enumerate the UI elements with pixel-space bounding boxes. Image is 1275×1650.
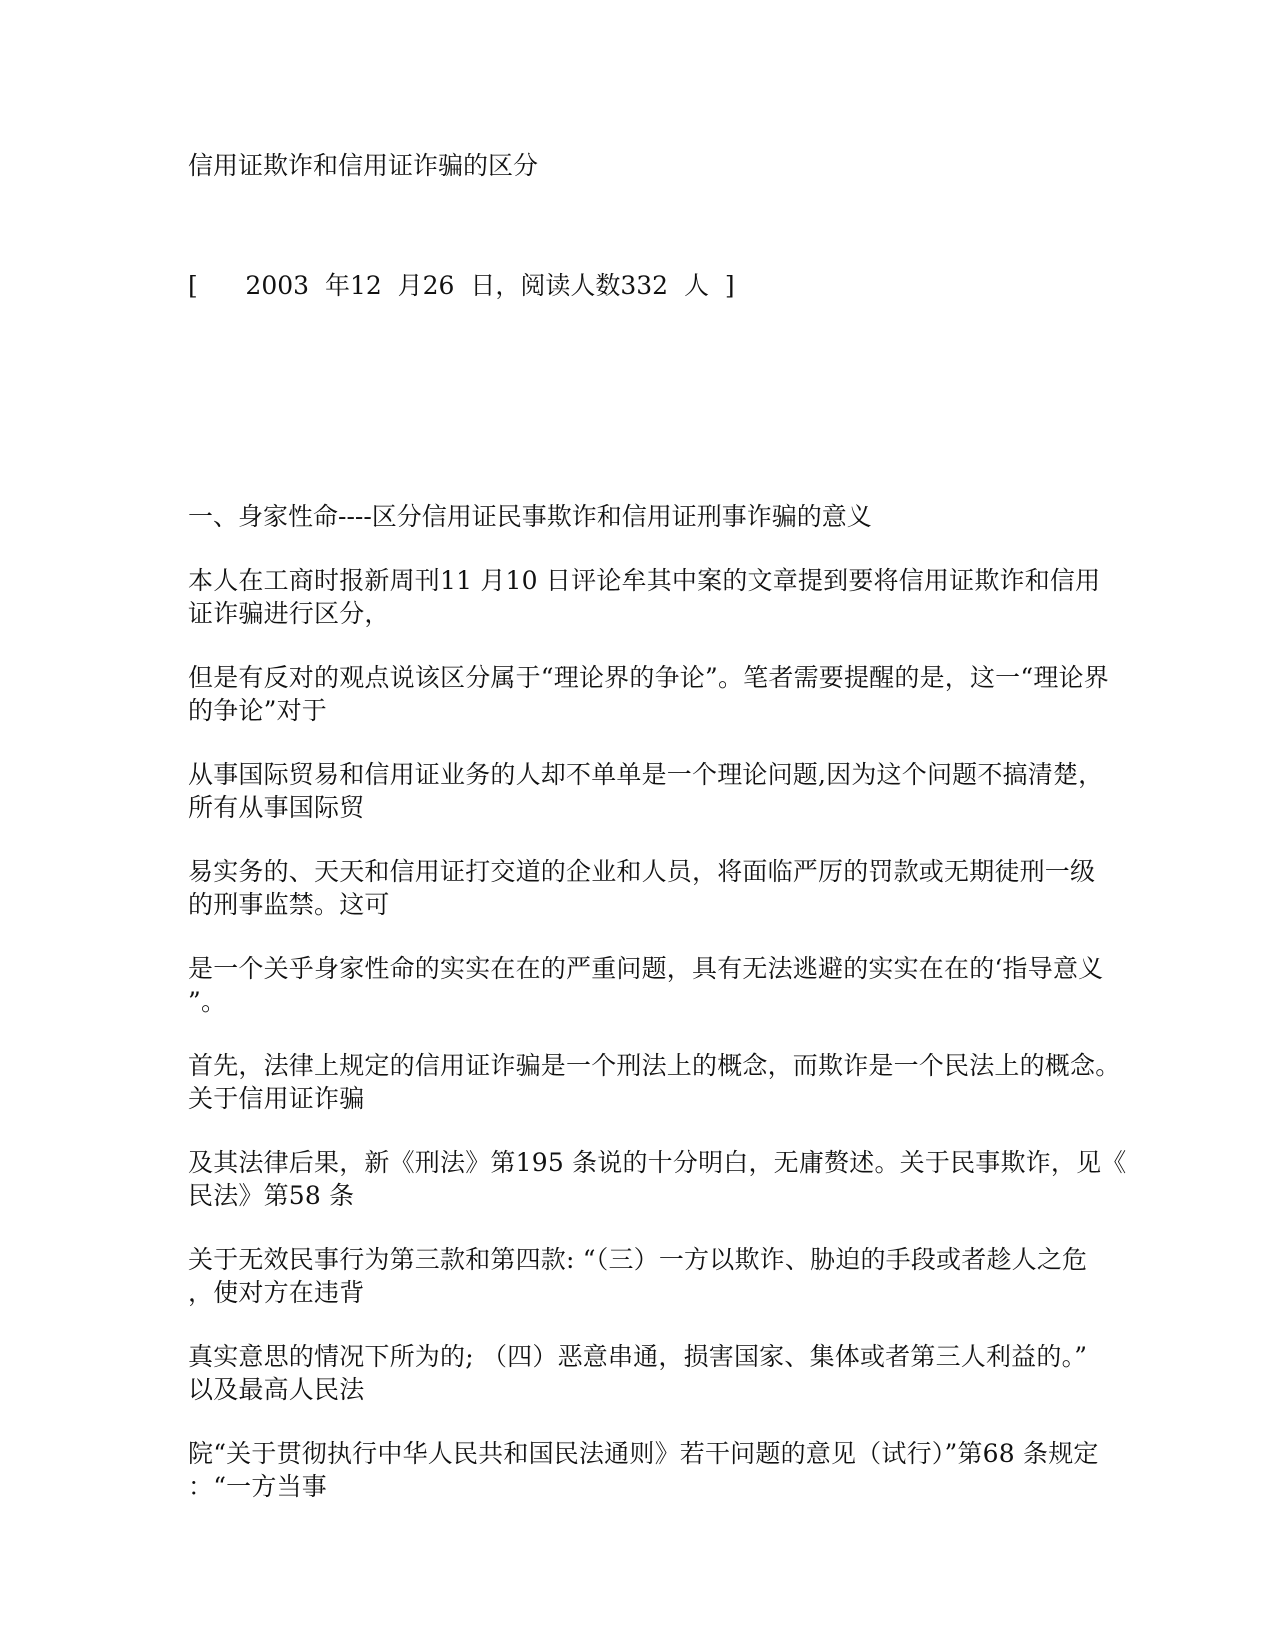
paragraph-line: 真实意思的情况下所为的; （四）恶意串通，损害国家、集体或者第三人利益的。” [188, 1342, 1088, 1371]
paragraph-line: ”。 [188, 987, 227, 1016]
paragraph-line: 但是有反对的观点说该区分属于“理论界的争论”。笔者需要提醒的是，这一“理论界 [188, 663, 1109, 692]
paragraph-line: 及其法律后果，新《刑法》第195 条说的十分明白，无庸赘述。关于民事欺诈，见《 [188, 1148, 1127, 1177]
paragraph-line: 以及最高人民法 [188, 1375, 365, 1404]
paragraph-line: 关于信用证诈骗 [188, 1084, 365, 1113]
paragraph [188, 661, 1109, 727]
paragraph-line: 的争论”对于 [188, 696, 327, 725]
paragraph-line: 证诈骗进行区分， [188, 599, 390, 628]
document-title: 信用证欺诈和信用证诈骗的区分 [188, 151, 539, 180]
paragraph-line: 关于无效民事行为第三款和第四款: “（三）一方以欺诈、胁迫的手段或者趁人之危 [188, 1245, 1088, 1274]
paragraph-line: ：“一方当事 [188, 1472, 327, 1501]
paragraph [188, 1437, 1099, 1503]
paragraph-line: 易实务的、天天和信用证打交道的企业和人员，将面临严厉的罚款或无期徒刑一级 [188, 857, 1096, 886]
paragraph [188, 1340, 1088, 1406]
paragraph-line: 本人在工商时报新周刊11 月10 日评论牟其中案的文章提到要将信用证欺诈和信用 [188, 566, 1101, 595]
paragraph-line: 是一个关乎身家性命的实实在在的严重问题，具有无法逃避的实实在在的‘指导意义 [188, 954, 1104, 983]
document-body [188, 500, 1127, 1534]
paragraph-line: 院“关于贯彻执行中华人民共和国民法通则》若干问题的意见（试行）”第68 条规定 [188, 1439, 1099, 1468]
date-and-read-count: [ 2003 年12 月26 日，阅读人数332 人 ] [188, 271, 735, 300]
paragraph [188, 952, 1104, 1018]
paragraph [188, 758, 1104, 824]
paragraph [188, 1243, 1088, 1309]
paragraph-line: 的刑事监禁。这可 [188, 890, 390, 919]
paragraph [188, 855, 1096, 921]
paragraph [188, 1049, 1121, 1115]
paragraph-line: 首先，法律上规定的信用证诈骗是一个刑法上的概念，而欺诈是一个民法上的概念。 [188, 1051, 1121, 1080]
paragraph-line: ，使对方在违背 [188, 1278, 365, 1307]
paragraph-line: 从事国际贸易和信用证业务的人却不单单是一个理论问题,因为这个问题不搞清楚， [188, 760, 1104, 789]
paragraph [188, 564, 1101, 630]
paragraph-line: 民法》第58 条 [188, 1181, 355, 1210]
section-heading: 一、身家性命----区分信用证民事欺诈和信用证刑事诈骗的意义 [188, 502, 872, 531]
paragraph-line: 所有从事国际贸 [188, 793, 365, 822]
paragraph [188, 1146, 1127, 1212]
